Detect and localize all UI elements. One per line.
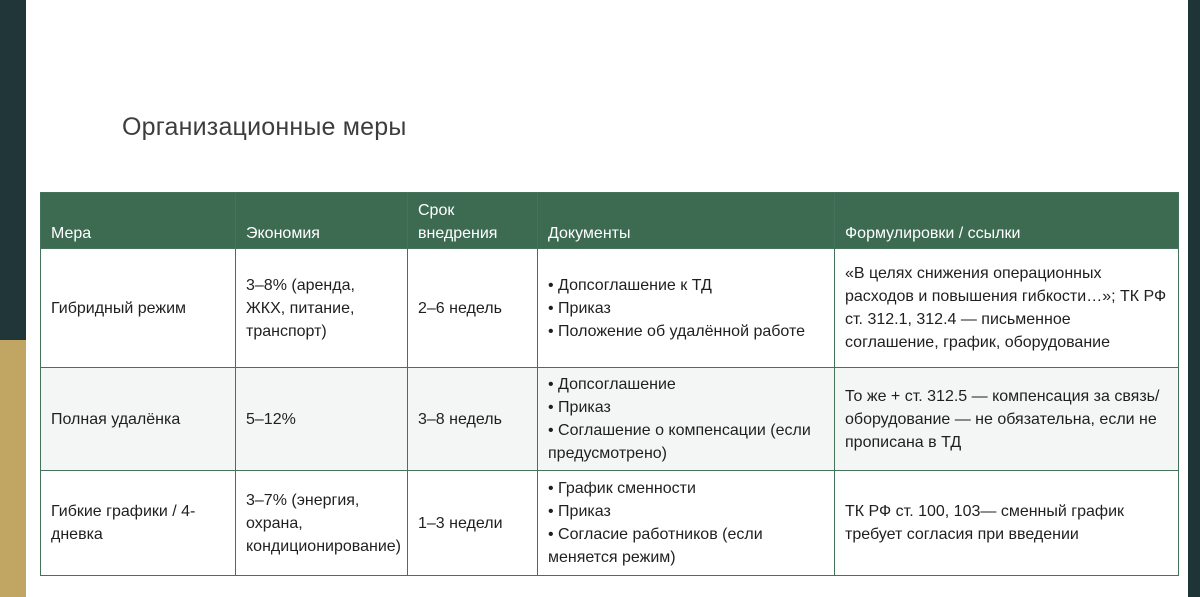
cell-wording: «В целях снижения операционных расходов и повышения гибкости…»; ТК РФ ст. 312.1, 312.4 — письменное соглашение, график, оборудование [835,249,1179,368]
cell-measure: Полная удалёнка [41,368,236,471]
cell-documents [538,471,835,576]
cell-term: 2–6 недель [408,249,538,368]
cell-savings: 5–12% [236,368,408,471]
document-item: • Положение об удалённой работе [548,320,824,343]
document-item: • Допсоглашение к ТД [548,274,824,297]
table-row [41,471,1179,576]
cell-term: 1–3 недели [408,471,538,576]
cell-measure: Гибкие графики / 4-дневка [41,471,236,576]
cell-savings: 3–7% (энергия, охрана, кондиционирование) [236,471,408,576]
cell-savings: 3–8% (аренда, ЖКХ, питание, транспорт) [236,249,408,368]
table-row [41,249,1179,368]
document-item: • Согласие работников (если меняется режим) [548,523,824,569]
table-row [41,368,1179,471]
documents-list [548,274,824,343]
cell-documents [538,249,835,368]
header-documents: Документы [538,193,835,249]
measures-table [40,192,1179,576]
header-wording: Формулировки / ссылки [835,193,1179,249]
header-measure: Мера [41,193,236,249]
cell-documents [538,368,835,471]
document-item: • Соглашение о компенсации (если предусмотрено) [548,419,824,465]
document-item: • Приказ [548,396,824,419]
cell-measure: Гибридный режим [41,249,236,368]
page-title: Организационные меры [122,113,407,141]
header-term: Срок внедрения [408,193,538,249]
header-savings: Экономия [236,193,408,249]
document-item: • Приказ [548,500,824,523]
cell-wording: То же + ст. 312.5 — компенсация за связь/оборудование — не обязательна, если не прописана в ТД [835,368,1179,471]
document-item: • Допсоглашение [548,373,824,396]
cell-wording: ТК РФ ст. 100, 103— сменный график требует согласия при введении [835,471,1179,576]
documents-list [548,477,824,569]
document-item: • Приказ [548,297,824,320]
documents-list [548,373,824,465]
cell-term: 3–8 недель [408,368,538,471]
document-item: • График сменности [548,477,824,500]
right-decor-band [1188,0,1200,597]
left-decor-gold-band [0,340,26,597]
table-header-row [41,193,1179,249]
